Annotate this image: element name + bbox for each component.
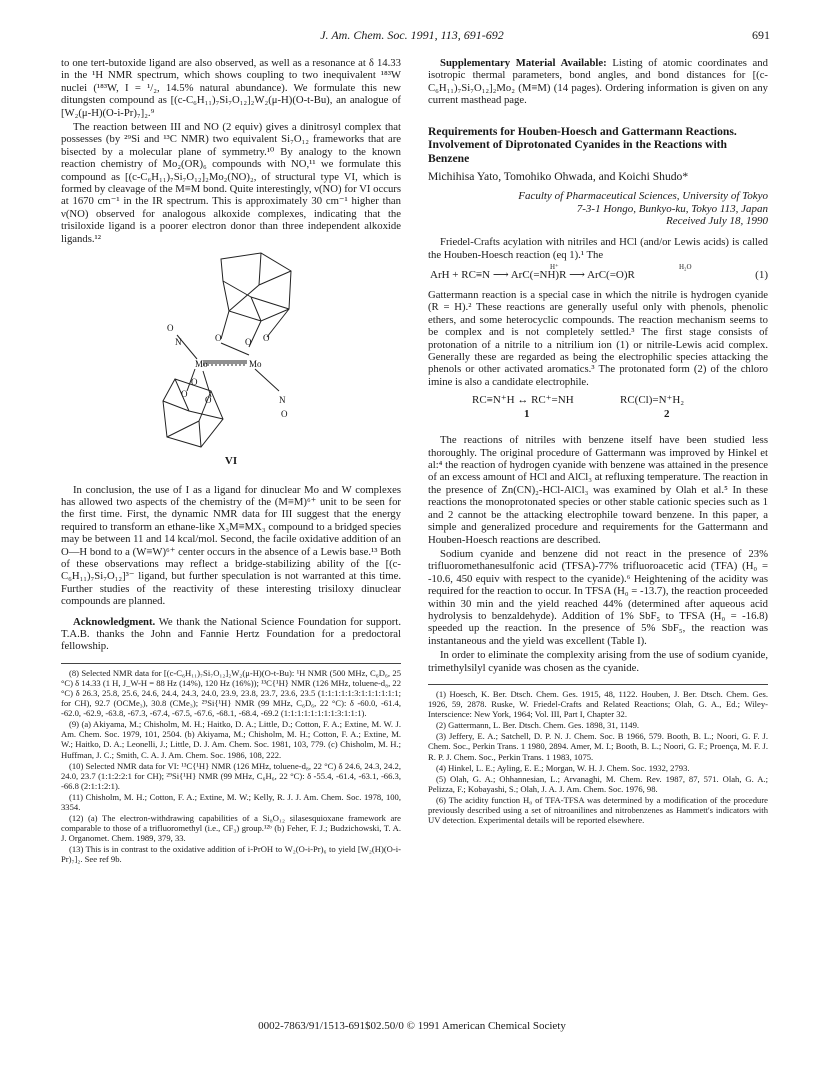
footnote: (4) Hinkel, L. E.; Ayling, E. E.; Morgan, W. H. J. Chem. Soc. 1932, 2793. [436, 762, 690, 773]
affiliation-line: Faculty of Pharmaceutical Sciences, University of Tokyo [518, 189, 768, 202]
footnote: (3) Jeffery, E. A.; Satchell, D. P. N. J. Chem. Soc. B 1966, 579. Booth, B. L.; Noori, G. F. J. Chem. Soc., Perkin Trans. 1 1980, 2894. Amer, M. I.; Booth, B. L.; Noori, G. F.; Proença, M. F. J. R. P. J. Chem. Soc., Perkin Trans. 1 1983, 1075. [428, 731, 768, 762]
footnote: (9) (a) Akiyama, M.; Chisholm, M. H.; Haitko, D. A.; Little, D.; Cotton, F. A.; Extine, M. W. J. Am. Chem. Soc. 1979, 101, 2504. (b) Akiyama, M.; Chisholm, M. H.; Cotton, F. A.; Extine, M. W.; Haitko, D. A.; Leonelli, J.; Little, D. J. Am. Chem. Soc. 1981, 103, 779. (c) Chisholm, M. H.; Huffman, J. C.; Smith, C. A. J. Am. Chem. Soc. 1986, 108, 222. [61, 719, 401, 760]
mo-atom-label: Mo [249, 359, 262, 370]
acknowledgment-text: We thank the National Science Foundation for support. T.A.B. thanks the John and Fannie Hertz Foundation for a predoctoral fellowship. [61, 615, 401, 653]
body-paragraph: to one tert-butoxide ligand are also observed, as well as a resonance at δ 14.33 in the ¹H NMR spectrum, which shows coupling to two inequivalent ¹⁸³W nuclei (¹⁸³W, I = ¹/₂, 14.5% natural abundance). We formulate this new ditungsten compound as [(c-C₆H₁₁)₇Si₇O₁₂]₂W₂(μ-H)(O-t-Bu), an analogue of [W₂(μ-H)(O-i-Pr)₇]₂.⁹ [61, 57, 401, 119]
n-atom-label: N [279, 395, 286, 406]
footnote: (11) Chisholm, M. H.; Cotton, F. A.; Extine, M. W.; Kelly, R. J. J. Am. Chem. Soc. 1978, 100, 3354. [61, 791, 401, 812]
affiliation [428, 190, 768, 228]
conclusion-paragraph: In conclusion, the use of I as a ligand for dinuclear Mo and W complexes has allowed two aspects of the chemistry of the (M≡M)⁶⁺ unit to be seen for the first time. First, the dynamic NMR data for III suggest that the energy required to transform an ethane-like X₃M≡MX₃ compound to a bridged species may be between 11 and 14 kcal/mol. Second, the facile oxidative addition of an O—H bond to a (W≡W)⁶⁺ center occurs in the absence of a Lewis base.¹³ Both of these observations may reflect a bridge-stabilizing ability of the [(c-C₆H₁₁)₇Si₇O₁₂]³⁻ ligand, but further speculation is not warranted at this time. Further studies of the reactivity of these interesting trisiloxy dinuclear compounds are planned. [61, 483, 402, 608]
equation-formula: ArH + RC≡N ⟶ ArC(=NH)R ⟶ ArC(=O)R [430, 269, 635, 282]
structure-2: RC(Cl)=N⁺H₂ [620, 394, 685, 407]
equation-catalyst: H₂O [679, 263, 692, 272]
article-title: Requirements for Houben-Hoesch and Gattermann Reactions. Involvement of Diprotonated Cyanides in the Reactions with Benzene [428, 124, 737, 165]
o-atom-label: O [191, 377, 198, 388]
footnotes-left [61, 663, 401, 865]
footnote: (8) Selected NMR data for [(c-C₆H₁₁)₇Si₇O₁₂]₂W₂(μ-H)(O-t-Bu): ¹H NMR (500 MHz, C₆D₆, 25 °C) δ 14.33 (1 H, J_W-H = 88 Hz (14%), 120 Hz (16%)); ¹³C{¹H} NMR (126 MHz, toluene-d₈, 22 °C) δ 26.3, 25.8, 25.6, 24.6, 24.4, 24.3, 24.0, 23.9, 23.8, 23.7, 23.6, 23.5 (1:1:1:1:1:3:1:1:1:1:1:1; for CH), 92.7 (OCMe₃), 30.8 (CMe₃); ²⁹Si{¹H} NMR (99 MHz, C₆D₆, 22 °C): δ -60.0, -61.4, -62.0, -62.9, -63.8, -67.3, -67.4, -67.5, -67.6, -68.1, -68.4, -69.2 (1:1:1:1:1:1:1:1:3:1:1:1). [61, 667, 401, 719]
o-atom-label: O [167, 323, 174, 334]
copyright-footer: 0002-7863/91/1513-691$02.50/0 © 1991 American Chemical Society [258, 1020, 566, 1032]
body-paragraph: Gattermann reaction is a special case in which the nitrile is hydrogen cyanide (R = H).² These reactions are generally useful only with phenols, phenolic ethers, and some heterocyclic compounds. The reaction mechanism seems to be complex and is not completely settled.³ The first stage consists of protonation of a nitrile to a nitrilium ion (1) or nitrile-Lewis acid complex. Generally these are regarded as being the electrophilic species attacking the phenols or other activated aromatics.³ The protonated form (2) of the chloro imine is also a candidate electrophile. [428, 289, 768, 388]
o-atom-label: O [245, 337, 252, 348]
footnotes-right [428, 684, 768, 825]
footnote: (5) Olah, G. A.; Ohhannesian, L.; Arvanaghi, M. Chem. Rev. 1987, 87, 571. Olah, G. A.; Pelizza, F.; Kobayashi, S.; Olah, J. A. J. Am. Chem. Soc. 1976, 98. [428, 773, 768, 794]
supplementary-text: Listing of atomic coordinates and isotropic thermal parameters, bond angles, and bond distances for [(c-C₆H₁₁)₇Si₇O₁₂]₂Mo₂ (M≡M) (14 pages). Ordering information is given on any current masthead page. [428, 57, 768, 107]
equation-1 [428, 263, 768, 284]
supplementary-paragraph [428, 57, 768, 107]
o-atom-label: O [181, 389, 188, 400]
running-header [54, 28, 770, 46]
n-atom-label: N [175, 337, 182, 348]
supplementary-heading: Supplementary Material Available: [440, 57, 607, 69]
article-authors: Michihisa Yato, Tomohiko Ohwada, and Koichi Shudo* [428, 170, 689, 184]
footnote: (12) (a) The electron-withdrawing capabilities of a Si₈O₁₂ silasesquioxane framework are comparable to those of a trifluoromethyl (i.e., CF₃) group.¹²ᵇ (b) Feher, F. J.; Budzichowski, T. A. J. Organomet. Chem. 1989, 379, 33. [61, 813, 401, 844]
left-column [61, 57, 401, 866]
footnote: (2) Gattermann, L. Ber. Dtsch. Chem. Ges. 1898, 31, 1149. [436, 720, 640, 731]
intro-paragraph: Friedel-Crafts acylation with nitriles and HCl (and/or Lewis acids) is called the Houben-Hoesch reaction (eq 1).¹ The [428, 236, 768, 261]
o-atom-label: O [215, 333, 222, 344]
affiliation-line: 7-3-1 Hongo, Bunkyo-ku, Tokyo 113, Japan [576, 202, 768, 215]
page-number: 691 [752, 28, 770, 42]
acknowledgment-paragraph [61, 616, 401, 653]
structure-label-1: 1 [524, 408, 530, 421]
structure-figure-vi [61, 251, 401, 451]
structure-1: RC≡N⁺H ↔ RC⁺=NH [472, 394, 574, 407]
electrophile-structures [428, 394, 768, 424]
body-paragraph: In order to eliminate the complexity arising from the use of sodium cyanide, trimethylsilyl cyanide was chosen as the cyanide. [428, 649, 768, 674]
o-atom-label: O [281, 409, 288, 420]
footnote: (10) Selected NMR data for VI: ¹³C{¹H} NMR (126 MHz, toluene-d₈, 22 °C) δ 24.6, 24.3, 24.2, 24.0, 23.7 (1:1:2:2:1 for CH); ²⁹Si{¹H} NMR (99 MHz, C₆H₆, 22 °C): δ -55.4, -61.4, -63.1, -66.3, -66.8 (2:1:1:2:1). [61, 760, 401, 791]
right-column [428, 57, 768, 826]
footnote: (1) Hoesch, K. Ber. Dtsch. Chem. Ges. 1915, 48, 1122. Houben, J. Ber. Dtsch. Chem. Ges. 1926, 59, 2878. Ruske, W. Friedel-Crafts and Related Reactions; Olah, G. A., Ed.; Wiley-Interscience: New York, 1964; Vol. III, Part I, Chapter 32. [428, 688, 768, 720]
body-paragraph: The reaction between III and NO (2 equiv) gives a dinitrosyl complex that possesses (by ²⁹Si and ¹³C NMR) two equivalent Si₇O₁₂ frameworks that are bisected by a molecular plane of symmetry.¹⁰ By analogy to the known reaction chemistry of Mo₂(OR)₆ compounds with NO,¹¹ we formulate this compound as [(c-C₆H₁₁)₇Si₇O₁₂]₂Mo₂(NO)₂, of structural type VI, which is formed by cleavage of the M≡M bond. Quite interestingly, ν(NO) for VI occurs at 1670 cm⁻¹ in the IR spectrum. This is approximately 30 cm⁻¹ higher than ν(NO) observed for analogous alkoxide complexes, indicating that the trisiloxide ligand is a poorer electron donor than three independent alkoxide ligands.¹² [61, 121, 402, 245]
o-atom-label: O [205, 395, 212, 406]
acknowledgment-heading: Acknowledgment. [73, 615, 156, 628]
footnote: (6) The acidity function H₀ of TFA-TFSA was determined by a modification of the procedure previously described using a set of nitroanilines and nitrobenzenes as Hammett's indicators with UV detection. Experimental details will be reported elsewhere. [428, 794, 768, 826]
o-atom-label: O [263, 333, 270, 344]
received-date: Received July 18, 1990 [665, 215, 768, 228]
body-paragraph: The reactions of nitriles with benzene itself have been studied less thoroughly. The original procedure of Gattermann was improved by Hinkel et al:⁴ the reaction of hydrogen cyanide with benzene was attained in the presence of an excess amount of HCl and AlCl₃ at refluxing temperature. The reaction in the presence of Zn(CN)₂-HCl-AlCl₃ was examined by Olah et al.⁵ In these reactions the monoprotonated species or other stable cationic species such as 1 and 2 cannot be the attacking electrophile toward benzene. In this paper, a simple and generalized procedure and requirements for the Gattermann and Houben-Hoesch reactions are described. [428, 434, 768, 546]
equation-catalyst: H⁺ [550, 263, 559, 272]
body-paragraph: Sodium cyanide and benzene did not react in the presence of 23% trifluoromethanesulfonic acid (TFSA)-77% trifluoroacetic acid (TFA) (H₀ = -10.6, 450 equiv with respect to the cyanide).⁶ Heightening of the acidity was required for the reaction to occur. In TFSA (H₀ = -13.7), the reaction proceeded within 30 min and the yield reached 44% (determined after aqueous acid hydrolysis to benzaldehyde). Addition of 1% SbF₅ to TFSA (H₀ = -16.8) speeded up the reaction. In the presence of 5% SbF₅, the reaction was instantaneous and the yield was excellent (Table I). [428, 547, 768, 647]
figure-label: VI [224, 455, 238, 468]
dimolybdenum-structure-drawing [151, 251, 311, 451]
footnote: (13) This is in contrast to the oxidative addition of i-PrOH to W₂(O-i-Pr)₆ to yield [W₂(H)(O-i-Pr)₇]₂. See ref 9b. [61, 844, 401, 865]
mo-atom-label: Mo [195, 359, 208, 370]
equation-number: (1) [755, 269, 768, 282]
journal-running-head: J. Am. Chem. Soc. 1991, 113, 691-692 [320, 28, 504, 42]
structure-label-2: 2 [664, 408, 670, 421]
